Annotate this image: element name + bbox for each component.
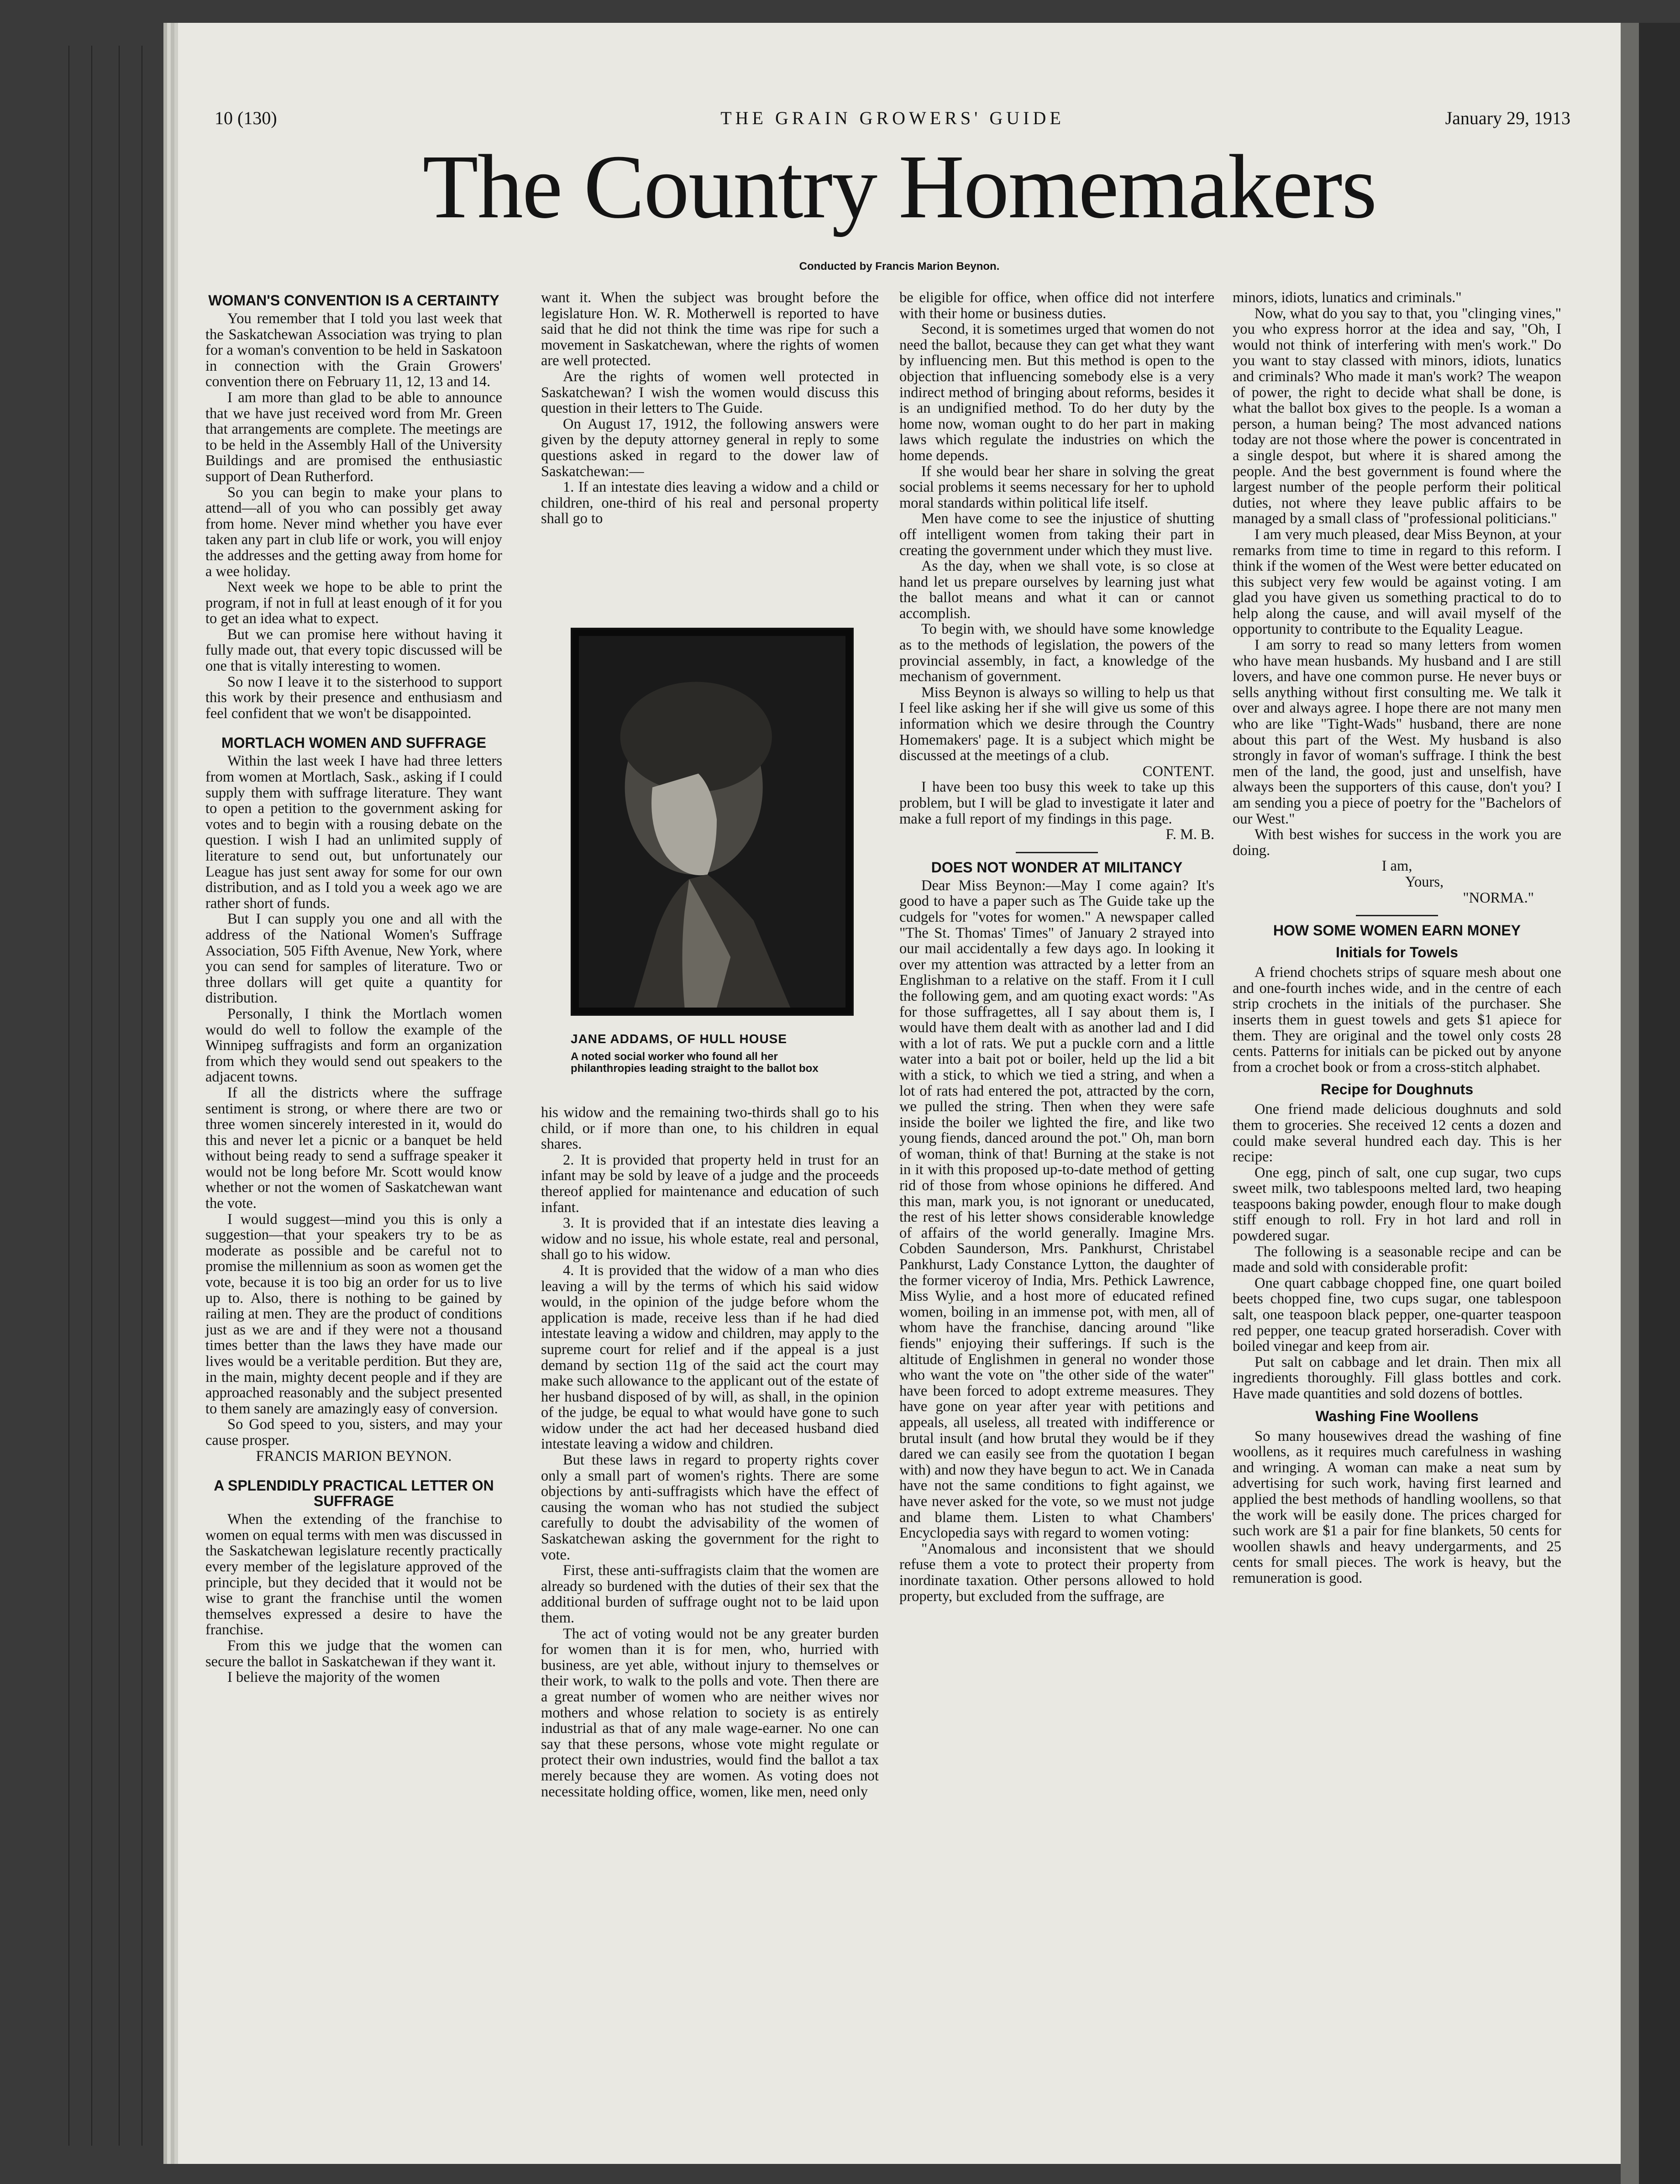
- photo-caption-title: JANE ADDAMS, OF HULL HOUSE: [571, 1032, 788, 1046]
- paragraph: If she would bear her share in solving the great social problems it seems necessary for her to uphold moral standards within political life itself.: [899, 463, 1214, 511]
- paragraph: One friend made delicious doughnuts and sold them to groceries. She received 12 cents a dozen and could make several hundred each day. This is her recipe:: [1233, 1101, 1561, 1166]
- paragraph: Miss Beynon is always so willing to help us that I feel like asking her if she will give us some of this information which we desire through the Country Homemakers' page. It is a subject which might be discussed at the meetings of a club.: [899, 684, 1214, 764]
- page-edge-line: [119, 46, 120, 2146]
- paragraph: But we can promise here without having it fully made out, that every topic discussed will be one that is vitally interesting to women.: [205, 626, 502, 675]
- paragraph: minors, idiots, lunatics and criminals.": [1233, 289, 1462, 306]
- paragraph: "Anomalous and inconsistent that we should refuse them a vote to protect their property from inordinate taxation. Other persons allowed to hold property, but excluded from the suffrage, are: [899, 1540, 1214, 1605]
- column-4: [1233, 290, 1561, 2057]
- section-divider: [1016, 852, 1098, 853]
- paragraph: I have been too busy this week to take up this problem, but I will be glad to investigate it later and make a full report of my findings in this page.: [899, 779, 1214, 827]
- portrait-photo: [571, 628, 854, 1016]
- subheading-doughnuts: Recipe for Doughnuts: [1320, 1081, 1474, 1098]
- paragraph: The act of voting would not be any greater burden for women than it is for men, who, hurried with business, are yet able, without injury to themselves or their work, to walk to the polls and vote. Then there are a great number of women who are neither wives nor mothers and whose relation to society is as entirely industrial as that of any male wage-earner. No one can say that these persons, whose vote might regulate or protect their own industries, would find the ballot a tax merely because they are women. As voting does not necessitate holding office, women, like men, need only: [541, 1625, 879, 1800]
- paragraph: I believe the majority of the women: [227, 1669, 440, 1686]
- paragraph: 4. It is provided that the widow of a man who dies leaving a will by the terms of which his said widow would, in the opinion of the judge before whom the application is made, receive less than if he had died intestate leaving a widow and children, may apply to the supreme court for relief and if the appeal is a just demand by section 11g of the said act the court may make such allowance to the applicant out of the estate of her husband disposed of by will, as shall, in the opinion of the judge, be equal to what would have gone to such widow under the act had her deceased husband died intestate leaving a widow and children.: [541, 1262, 879, 1453]
- paragraph: 2. It is provided that property held in trust for an infant may be sold by leave of a judge and the proceeds thereof applied for maintenance and education of such infant.: [541, 1151, 879, 1216]
- underlying-page-edges: [50, 46, 187, 2146]
- paragraph: So God speed to you, sisters, and may your cause prosper.: [205, 1416, 502, 1449]
- paragraph: Put salt on cabbage and let drain. Then mix all ingredients thoroughly. Fill glass bottles and cork. Have made quantities and sold dozens of bottles.: [1233, 1354, 1561, 1402]
- paragraph: 3. It is provided that if an intestate dies leaving a widow and no issue, his whole estate, real and personal, shall go to his widow.: [541, 1215, 879, 1263]
- paragraph: I am more than glad to be able to announce that we have just received word from Mr. Green that arrangements are complete. The meetings are to be held in the Assembly Hall of the University Buildings and are promised the enthusiastic support of Dean Rutherford.: [205, 389, 502, 485]
- portrait-illustration: [579, 636, 845, 1008]
- paragraph: One quart cabbage chopped fine, one quart boiled beets chopped fine, two cups sugar, one tablespoon salt, one teaspoon black pepper, one-quarter teaspoon red pepper, one teacup grated horseradish. Cover with boiled vinegar and keep from air.: [1233, 1275, 1561, 1355]
- paragraph: One egg, pinch of salt, one cup sugar, two cups sweet milk, two tablespoons melted lard, two heaping teaspoons baking powder, enough flour to make dough stiff enough to roll. Fry in hot lard and roll in powdered sugar.: [1233, 1164, 1561, 1244]
- page-title: The Country Homemakers: [422, 136, 1376, 237]
- paragraph: I am very much pleased, dear Miss Beynon, at your remarks from time to time in regard to this reform. I think if the women of the West were better educated on this subject very few would be against voting. I am glad you have given us something practical to do to help along the cause, and will avail myself of the opportunity to contribute to the Equality League.: [1233, 526, 1561, 638]
- paragraph: But I can supply you one and all with the address of the National Women's Suffrage Association, 505 Fifth Avenue, New York, where you can send for samples of literature. Two or three dollars will get quite a quantity for distribution.: [205, 911, 502, 1007]
- paragraph: To begin with, we should have some knowledge as to the methods of legislation, the powers of the provincial assembly, in fact, a knowledge of the mechanism of government.: [899, 621, 1214, 685]
- paragraph: If all the districts where the suffrage sentiment is strong, or where there are two or three women sincerely interested in it, would do this and never let a picnic or a banquet be held without being ready to send a suffrage speaker it would not be long before Mr. Scott would know whether or not the women of Saskatchewan want the vote.: [205, 1084, 502, 1212]
- byline: Conducted by Francis Marion Beynon.: [799, 260, 1000, 273]
- paragraph: Men have come to see the injustice of shutting off intelligent women from taking their part in creating the government under which they must live.: [899, 510, 1214, 559]
- closing: I am,: [1381, 858, 1412, 875]
- photo-caption-text: A noted social worker who found all her philanthropies leading straight to the ballot box: [571, 1050, 819, 1075]
- heading-practical-letter: A SPLENDIDLY PRACTICAL LETTER ON SUFFRAGE: [214, 1477, 494, 1510]
- signature: FRANCIS MARION BEYNON.: [256, 1448, 452, 1465]
- paragraph: So many housewives dread the washing of fine woollens, as it requires much carefulness in washing and wringing. A woman can make a neat sum by advertising for such work, having first learned and applied the best methods of handling woollens, so that the work will be easily done. The prices charged for such work are $1 a pair for fine blankets, 50 cents for woollen shawls and heavy undergarments, and 25 cents for small pieces. The work is heavy, but the remuneration is good.: [1233, 1428, 1561, 1586]
- subheading-initials: Initials for Towels: [1336, 944, 1458, 961]
- signature: "NORMA.": [1463, 889, 1534, 906]
- paper-name: THE GRAIN GROWERS' GUIDE: [720, 108, 1065, 128]
- paragraph: I am sorry to read so many letters from women who have mean husbands. My husband and I are still lovers, and have one common purse. He never buys or sells anything without first consulting me. We talk it over and always agree. I hope there are not many men who are like "Tight-Wads" husband, there are none about this part of the West. My husband is also strongly in favor of woman's suffrage. I think the best men of the land, the good, just and unselfish, have always been the supporters of this cause, don't you? I am sending you a piece of poetry for the "Bachelors of our West.": [1233, 637, 1561, 827]
- column-2-top: [541, 290, 879, 605]
- heading-mortlach-women: MORTLACH WOMEN AND SUFFRAGE: [221, 735, 487, 751]
- paragraph: So now I leave it to the sisterhood to support this work by their presence and enthusiasm and feel confident that we won't be disappointed.: [205, 673, 502, 722]
- heading-earn-money: HOW SOME WOMEN EARN MONEY: [1273, 922, 1521, 939]
- paragraph: From this we judge that the women can secure the ballot in Saskatchewan if they want it.: [205, 1637, 502, 1670]
- paragraph: Now, what do you say to that, you "clinging vines," you who express horror at the idea and say, "Oh, I would not think of interfering with men's work." Do you want to stay classed with minors, idiots, lunatics and criminals? Who made it man's work? The weapon of power, the right to decide what shall be done, is what the ballot box gives to the people. Is a woman a person, a human being? The most advanced nations today are not those where the power is concentrated in a single despot, but where it is shared among the people. And the best government is found where the largest number of the people perform their political duties, not where they leave public affairs to be managed by a small class of "professional politicians.": [1233, 305, 1561, 527]
- page-edge-line: [68, 46, 69, 2146]
- heading-womans-convention: WOMAN'S CONVENTION IS A CERTAINTY: [208, 292, 499, 309]
- paragraph: Are the rights of women well protected in Saskatchewan? I wish the women would discuss this question in their letters to The Guide.: [541, 368, 879, 417]
- paragraph: Next week we hope to be able to print the program, if not in full at least enough of it for you to get an idea what to expect.: [205, 579, 502, 627]
- portrait-image: [579, 636, 845, 1008]
- paragraph: As the day, when we shall vote, is so close at hand let us prepare ourselves by learning just what the ballot means and what it can or cannot accomplish.: [899, 558, 1214, 622]
- paragraph: With best wishes for success in the work you are doing.: [1233, 826, 1561, 859]
- paragraph: But these laws in regard to property rights cover only a small part of women's rights. There are some objections by anti-suffragists which have the effect of causing the woman who has not studied the subject carefully to doubt the advisability of the women of Saskatchewan asking the government for the right to vote.: [541, 1452, 879, 1563]
- issue-date: January 29, 1913: [1445, 108, 1570, 128]
- paragraph: First, these anti-suffragists claim that the women are already so burdened with the duties of their sex that the additional burden of suffrage ought not to be laid upon them.: [541, 1562, 879, 1626]
- column-1: [205, 290, 502, 2057]
- scan-gutter: [1621, 23, 1680, 2184]
- page-number: 10 (130): [215, 108, 277, 128]
- paragraph: I would suggest—mind you this is only a suggestion—that your speakers try to be as moderate as possible and be careful not to promise the millennium as soon as women get the vote, because it is too big an order for us to live up to. Also, there is nothing to be gained by railing at men. They are the product of conditions just as we are and if they were not a thousand times better than the laws they have made our lives would be a veritable perdition. But they are, in the main, mighty decent people and if they are approached reasonably and the subject presented to them sanely are amazingly easy of conversion.: [205, 1211, 502, 1417]
- gutter-strip: [1621, 23, 1639, 2184]
- paragraph: The following is a seasonable recipe and can be made and sold with considerable profit:: [1233, 1243, 1561, 1276]
- paragraph: So you can begin to make your plans to attend—all of you who can possibly get away from home. Never mind whether you have ever taken any part in club life or work, you will enjoy the addresses and the getting away from home for a wee holiday.: [205, 484, 502, 580]
- paragraph: be eligible for office, when office did not interfere with their home or business duties.: [899, 289, 1214, 322]
- signature: CONTENT.: [1142, 763, 1214, 780]
- paragraph: Personally, I think the Mortlach women would do well to follow the example of the Winnipeg suffragists and form an organization from which they would send out speakers to the adjacent towns.: [205, 1005, 502, 1086]
- page-header: [215, 107, 1570, 135]
- paragraph: his widow and the remaining two-thirds shall go to his child, or if more than one, to his children in equal shares.: [541, 1104, 879, 1153]
- section-divider: [1356, 915, 1438, 916]
- paragraph: You remember that I told you last week that the Saskatchewan Association was trying to plan for a woman's convention to be held in Saskatoon in connection with the Grain Growers' convention there on February 11, 12, 13 and 14.: [205, 310, 502, 390]
- paragraph: Second, it is sometimes urged that women do not need the ballot, because they can get what they want by influencing men. But this method is open to the objection that influencing somebody else is a very indirect method of bringing about reforms, besides it is an undignified method. To do her duty by the home now, woman ought to do her part in making laws which regulate the industries on which the home depends.: [899, 321, 1214, 464]
- heading-militancy: DOES NOT WONDER AT MILITANCY: [931, 859, 1183, 876]
- paragraph: Dear Miss Beynon:—May I come again? It's good to have a paper such as The Guide take up the cudgels for "votes for women." A newspaper called "The St. Thomas' Times" of January 2 strayed into our mail accidentally a few days ago. In looking it over my attention was attracted by a letter from an Englishman to a relative on the staff. From it I cull the following gem, and am quoting exact words: "As for those suffragettes, all I say about them is, I would have them dealt with as another lad and I did with a lot of rats. We put a puckle corn and a little water into a bait pot or boiler, held up the lid a bit with a stick, to which we tied a string, and when a lot of rats had entered the pot, attracted by the corn, we pulled the string. Then when they were safe inside the boiler we lighted the fire, and like two young fiends, danced around the pot." Oh, man born of woman, think of that! Burning at the stake is not in it with this proposed up-to-date method of getting rid of those from whose opinions he differed. And this man, mark you, is not ignorant or uneducated, the rest of his letter shows considerable knowledge of affairs of the world generally. Imagine Mrs. Cobden Saunderson, Mrs. Pankhurst, Christabel Pankhurst, Lady Constance Lytton, the daughter of the former viceroy of India, Mrs. Pethick Lawrence, Miss Wylie, and a host more of educated refined women, boiling in an immense pot, with men, all of whom have the franchise, dancing around "like fiends" enjoying their sufferings. If such is the altitude of Englishmen in general no wonder those who want the vote on "the other side of the water" have been forced to adopt extreme measures. They have gone on year after year with petitions and appeals, all useless, all treated with indifference or brutal insult (and how brutal they would be if they dared we can easily see from the quotation I began with) and now they have begun to act. We in Canada have not the same conditions to fight against, we have never asked for the vote, so we must not judge and blame them. Listen to what Chambers' Encyclopedia says with regard to women voting:: [899, 877, 1214, 1542]
- paragraph: 1. If an intestate dies leaving a widow and a child or children, one-third of his real and personal property shall go to: [541, 479, 879, 527]
- paragraph: On August 17, 1912, the following answers were given by the deputy attorney general in reply to some questions asked in regard to the dower law of Saskatchewan:—: [541, 415, 879, 480]
- column-2-bottom: [541, 1105, 879, 2077]
- paragraph: When the extending of the franchise to women on equal terms with men was discussed in the Saskatchewan legislature recently practically every member of the legislature approved of the principle, but they decided that it would not be wise to grant the franchise until the women themselves expressed a desire to have the franchise.: [205, 1511, 502, 1638]
- closing: Yours,: [1405, 873, 1444, 890]
- paragraph: Within the last week I have had three letters from women at Mortlach, Sask., asking if I could supply them with suffrage literature. They want to open a petition to the government asking for votes and to begin with a rousing debate on the question. I wish I had an unlimited supply of literature to send out, but unfortunately our League has just sent away for some for our own distribution, and as I told you a week ago we are rather short of funds.: [205, 753, 502, 912]
- paragraph: want it. When the subject was brought before the legislature Hon. W. R. Motherwell is reported to have said that he did not think the time was ripe for such a movement in Saskatchewan, where the rights of women are well protected.: [541, 289, 879, 369]
- page-edge-line: [91, 46, 92, 2146]
- column-3: [899, 290, 1214, 2057]
- subheading-woollens: Washing Fine Woollens: [1315, 1407, 1479, 1424]
- signature: F. M. B.: [1166, 826, 1214, 843]
- paragraph: A friend chochets strips of square mesh about one and one-fourth inches wide, and in the centre of each strip crochets in the initials of the purchaser. She inserts them in guest towels and gets $1 apiece for them. They are original and the towel only costs 28 cents. Patterns for initials can be picked out by anyone from a crochet book or from a cross-stitch alphabet.: [1233, 964, 1561, 1076]
